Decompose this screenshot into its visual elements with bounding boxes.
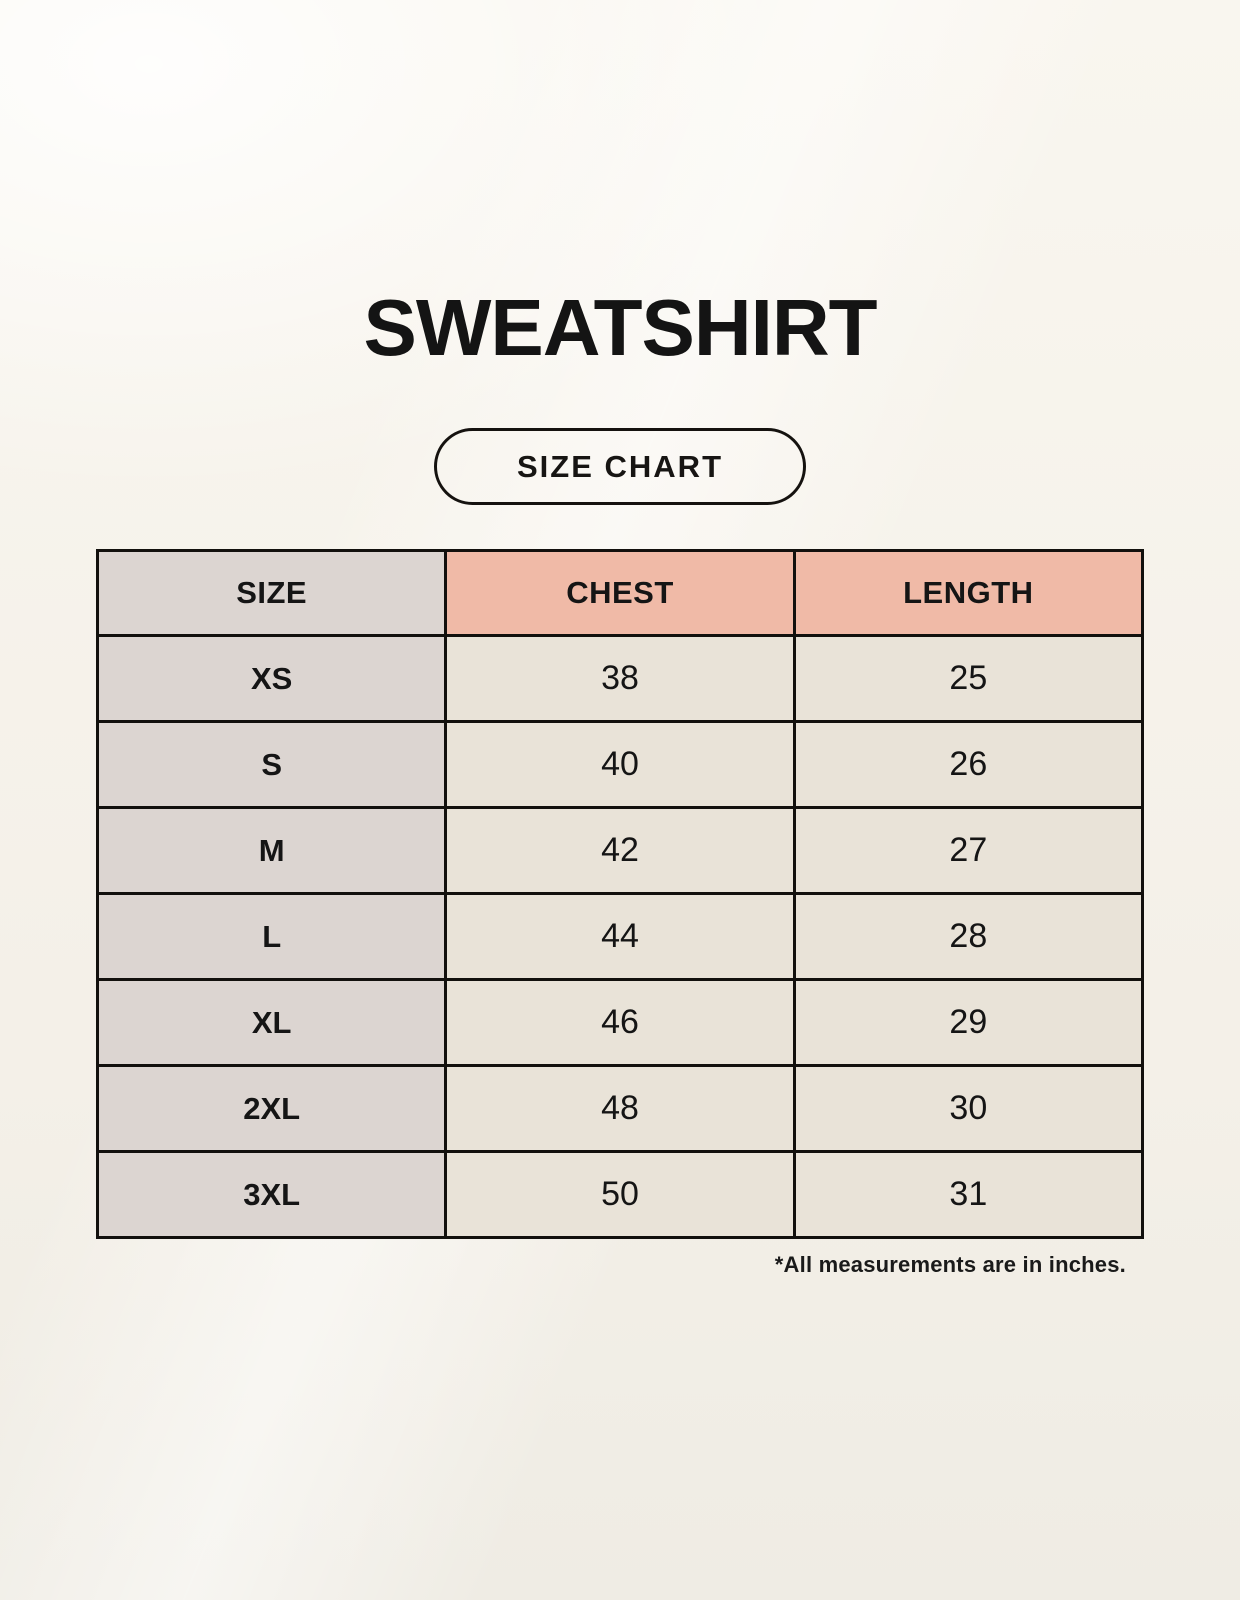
chest-value-cell: 40 — [446, 722, 794, 808]
header-cell-chest: CHEST — [446, 551, 794, 636]
table-row-l — [98, 894, 1143, 980]
page-title: SWEATSHIRT — [363, 283, 877, 372]
size-table — [96, 549, 1144, 1239]
chest-value-cell: 42 — [446, 808, 794, 894]
size-table-header — [98, 551, 1143, 636]
chest-value-cell: 38 — [446, 636, 794, 722]
chest-value-cell: 46 — [446, 980, 794, 1066]
chest-value-cell: 50 — [446, 1152, 794, 1238]
table-row-xl — [98, 980, 1143, 1066]
table-row-s — [98, 722, 1143, 808]
length-value-cell: 28 — [794, 894, 1142, 980]
chest-value-cell: 44 — [446, 894, 794, 980]
size-table-container — [96, 549, 1144, 1239]
table-row-m — [98, 808, 1143, 894]
measurements-footnote: *All measurements are in inches. — [774, 1252, 1126, 1277]
size-label-cell: S — [98, 722, 446, 808]
size-label-cell: 2XL — [98, 1066, 446, 1152]
size-chart-badge[interactable]: SIZE CHART — [434, 428, 806, 505]
size-label-cell: XS — [98, 636, 446, 722]
table-row-xs — [98, 636, 1143, 722]
length-value-cell: 27 — [794, 808, 1142, 894]
size-label-cell: L — [98, 894, 446, 980]
size-label-cell: M — [98, 808, 446, 894]
table-row-3xl — [98, 1152, 1143, 1238]
header-cell-size: SIZE — [98, 551, 446, 636]
table-row-2xl — [98, 1066, 1143, 1152]
size-label-cell: XL — [98, 980, 446, 1066]
length-value-cell: 25 — [794, 636, 1142, 722]
chest-value-cell: 48 — [446, 1066, 794, 1152]
size-table-body — [98, 636, 1143, 1238]
length-value-cell: 29 — [794, 980, 1142, 1066]
length-value-cell: 26 — [794, 722, 1142, 808]
header-cell-length: LENGTH — [794, 551, 1142, 636]
size-label-cell: 3XL — [98, 1152, 446, 1238]
length-value-cell: 31 — [794, 1152, 1142, 1238]
header-row — [98, 551, 1143, 636]
length-value-cell: 30 — [794, 1066, 1142, 1152]
